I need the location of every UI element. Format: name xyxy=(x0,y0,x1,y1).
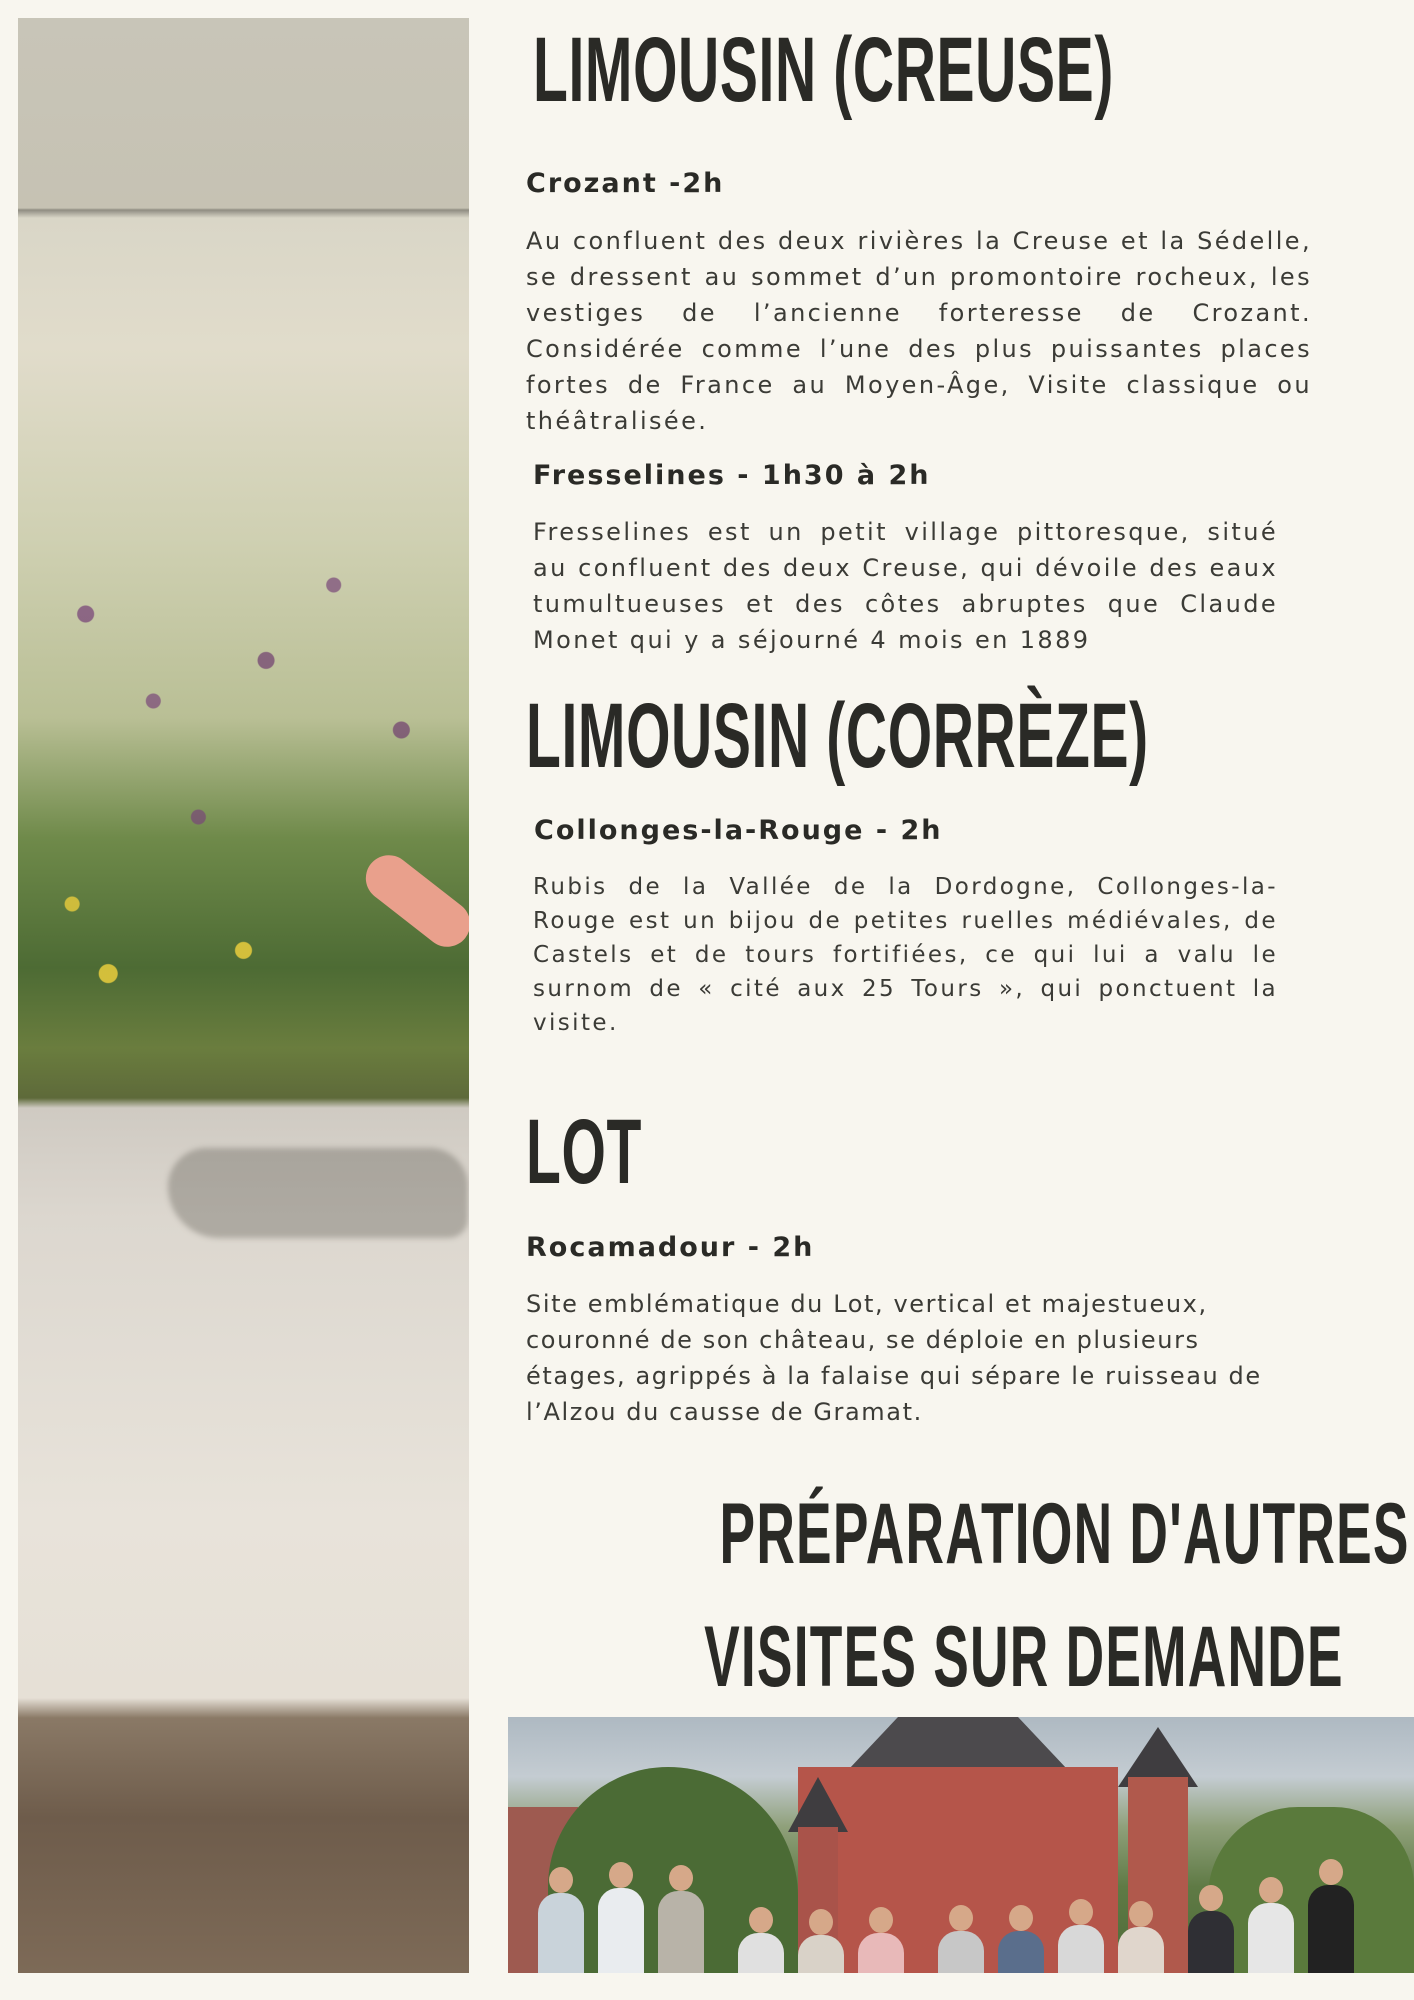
hand-shadow xyxy=(168,1148,468,1238)
guide-photo xyxy=(18,18,469,1973)
group-photo-collonges xyxy=(508,1717,1414,1973)
heading-limousin-creuse: LIMOUSIN (CREUSE) xyxy=(533,19,1114,121)
group-of-visitors xyxy=(508,1853,1414,1973)
closing-line-2 xyxy=(508,1608,1344,1707)
visitor xyxy=(738,1933,784,1973)
closing-line-1 xyxy=(508,1485,1410,1584)
visitor xyxy=(1058,1925,1104,1973)
visitor xyxy=(798,1935,844,1973)
item-text-fresselines: Fresselines est un petit village pittoresque, situé au confluent des deux Creuse, qui dévoile des eaux tumultueuses et des côtes abruptes que Claude Monet qui y a séjourné 4 mois en 1889 xyxy=(533,518,1278,654)
visitor xyxy=(538,1893,584,1973)
item-title-crozant: Crozant -2h xyxy=(526,168,725,199)
visitor xyxy=(1188,1911,1234,1973)
item-text-rocamadour: Site emblématique du Lot, vertical et majestueux, couronné de son château, se déploie en plusieurs étages, agrippés à la falaise qui sépare le ruisseau de l’Alzou du causse de Gramat. xyxy=(526,1290,1262,1426)
heading-limousin-correze: LIMOUSIN (CORRÈZE) xyxy=(526,685,1149,787)
visitor xyxy=(1118,1927,1164,1973)
flower-painting xyxy=(18,498,469,1078)
visitor xyxy=(938,1931,984,1973)
item-title-collonges: Collonges-la-Rouge - 2h xyxy=(534,815,943,846)
item-text-crozant: Au confluent des deux rivières la Creuse et la Sédelle, se dressent au sommet d’un promontoire rocheux, les vestiges de l’ancienne forteresse de Crozant. Considérée comme l’une des plus puissantes places fortes de France au Moyen-Âge, Visite classique ou théâtralisée. xyxy=(526,227,1312,435)
item-title-fresselines: Fresselines - 1h30 à 2h xyxy=(533,460,931,491)
heading-lot: LOT xyxy=(526,1101,642,1203)
item-text-collonges: Rubis de la Vallée de la Dordogne, Collonges-la-Rouge est un bijou de petites ruelles médiévales, de Castels et de tours fortifiées, ce qui lui a valu le surnom de « cité aux 25 Tours », qui ponctuent la visite. xyxy=(533,874,1278,1036)
visitor xyxy=(998,1931,1044,1973)
visitor xyxy=(1248,1903,1294,1973)
visitor xyxy=(598,1888,644,1973)
closing-line-1-text: PRÉPARATION D'AUTRES xyxy=(719,1486,1410,1582)
closing-line-2-text: VISITES SUR DEMANDE xyxy=(704,1609,1344,1705)
visitor xyxy=(1308,1885,1354,1973)
item-title-rocamadour: Rocamadour - 2h xyxy=(526,1232,815,1263)
visitor xyxy=(658,1891,704,1973)
visitor xyxy=(858,1933,904,1973)
